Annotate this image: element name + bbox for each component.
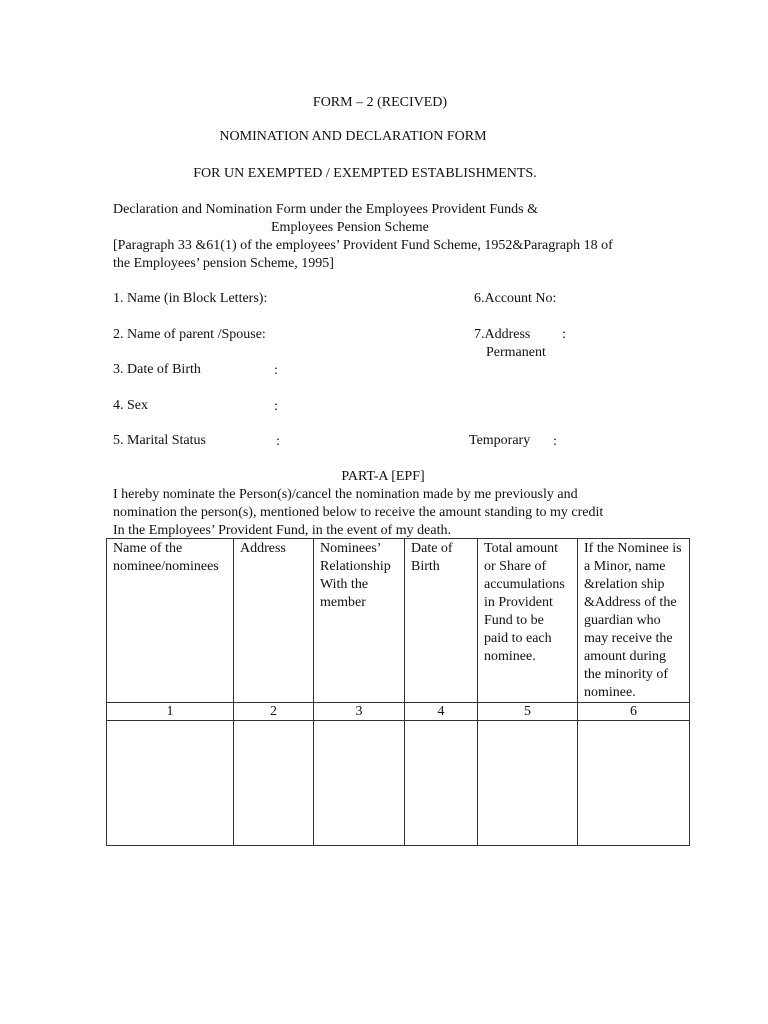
- table-entry-cell[interactable]: [405, 721, 478, 846]
- table-entry-cell[interactable]: [578, 721, 690, 846]
- field-name-label: 1. Name (in Block Letters):: [113, 291, 268, 306]
- form-subtitle: NOMINATION AND DECLARATION FORM: [219, 129, 487, 144]
- field-parent-spouse-label: 2. Name of parent /Spouse:: [113, 327, 266, 342]
- column-number: 2: [234, 703, 314, 721]
- nominee-table: [106, 538, 690, 846]
- field-dob-colon: :: [274, 363, 278, 378]
- field-permanent-label: Permanent: [486, 345, 546, 360]
- part-a-para-line-1: I hereby nominate the Person(s)/cancel the nomination made by me previously and: [113, 487, 578, 502]
- table-entry-cell[interactable]: [314, 721, 405, 846]
- part-a-title: PART-A [EPF]: [341, 469, 425, 484]
- intro-line-4: the Employees’ pension Scheme, 1995]: [113, 256, 334, 271]
- table-header-cell: If the Nominee is a Minor, name &relation ship &Address of the guardian who may receive the amount during the minority of nominee.: [578, 539, 690, 703]
- form-title: FORM – 2 (RECIVED): [312, 95, 448, 110]
- field-temporary-colon: :: [553, 434, 557, 449]
- field-address-colon: :: [562, 327, 566, 342]
- intro-line-1: Declaration and Nomination Form under the Employees Provident Funds &: [113, 202, 538, 217]
- table-header-cell: Name of the nominee/nominees: [107, 539, 234, 703]
- table-header-row: [107, 539, 690, 703]
- form-applicability: FOR UN EXEMPTED / EXEMPTED ESTABLISHMENTS.: [193, 166, 537, 181]
- table-entry-cell[interactable]: [234, 721, 314, 846]
- table-entry-cell[interactable]: [107, 721, 234, 846]
- table-entry-cell[interactable]: [478, 721, 578, 846]
- field-address-label: 7.Address: [474, 327, 531, 342]
- table-header-cell: Nominees’ Relationship With the member: [314, 539, 405, 703]
- field-account-label: 6.Account No:: [474, 291, 557, 306]
- field-sex-colon: :: [274, 399, 278, 414]
- table-header-cell: Date of Birth: [405, 539, 478, 703]
- table-number-row: [107, 703, 690, 721]
- field-temporary-label: Temporary: [469, 433, 531, 448]
- column-number: 5: [478, 703, 578, 721]
- table-header-cell: Address: [234, 539, 314, 703]
- field-marital-colon: :: [276, 434, 280, 449]
- intro-line-2: Employees Pension Scheme: [271, 220, 429, 235]
- column-number: 4: [405, 703, 478, 721]
- column-number: 1: [107, 703, 234, 721]
- column-number: 3: [314, 703, 405, 721]
- part-a-para-line-2: nomination the person(s), mentioned below to receive the amount standing to my credit: [113, 505, 604, 520]
- intro-line-3: [Paragraph 33 &61(1) of the employees’ Provident Fund Scheme, 1952&Paragraph 18 of: [113, 238, 613, 253]
- field-sex-label: 4. Sex: [113, 398, 148, 413]
- table-entry-row: [107, 721, 690, 846]
- field-marital-label: 5. Marital Status: [113, 433, 206, 448]
- part-a-para-line-3: In the Employees’ Provident Fund, in the event of my death.: [113, 523, 452, 538]
- column-number: 6: [578, 703, 690, 721]
- table-header-cell: Total amount or Share of accumulations in Provident Fund to be paid to each nominee.: [478, 539, 578, 703]
- field-dob-label: 3. Date of Birth: [113, 362, 201, 377]
